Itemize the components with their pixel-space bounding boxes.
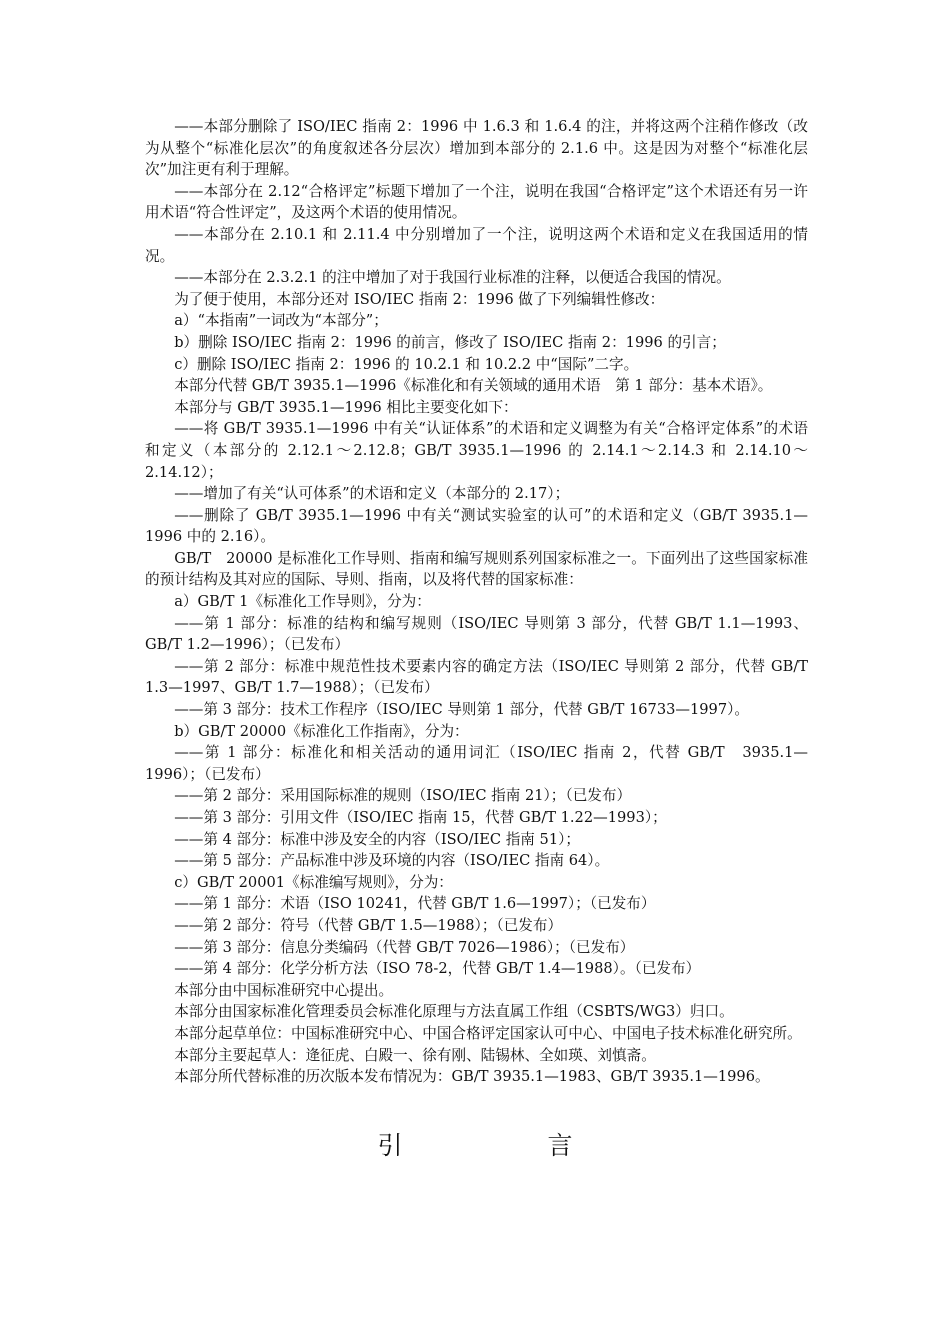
paragraph: 本部分代替 GB/T 3935.1—1996《标准化和有关领域的通用术语 第 1 部分：基本术语》。 — [174, 377, 773, 395]
list-item: ——第 3 部分：信息分类编码（代替 GB/T 7026—1986）；（已发布） — [174, 938, 635, 956]
paragraph: 本部分所代替标准的历次版本发布情况为：GB/T 3935.1—1983、GB/T 3935.1—1996。 — [174, 1068, 770, 1086]
list-item: c）GB/T 20001《标准编写规则》，分为： — [174, 873, 453, 891]
list-item: ——第 4 部分：标准中涉及安全的内容（ISO/IEC 指南 51）； — [174, 830, 580, 848]
paragraph: 本部分与 GB/T 3935.1—1996 相比主要变化如下： — [174, 398, 518, 416]
list-item: ——第 1 部分：标准的结构和编写规则（ISO/IEC 导则第 3 部分，代替 GB/T 1.1—1993、GB/T 1.2—1996）；（已发布） — [145, 614, 808, 654]
paragraph: 本部分由国家标准化管理委员会标准化原理与方法直属工作组（CSBTS/WG3）归口。 — [174, 1003, 734, 1021]
paragraph: GB/T 20000 是标准化工作导则、指南和编写规则系列国家标准之一。下面列出了这些国家标准的预计结构及其对应的国际、导则、指南，以及将代替的国家标准： — [145, 549, 808, 589]
list-item: ——第 5 部分：产品标准中涉及环境的内容（ISO/IEC 指南 64）。 — [174, 852, 610, 870]
list-item: b）删除 ISO/IEC 指南 2：1996 的前言，修改了 ISO/IEC 指南 2：1996 的引言； — [174, 333, 726, 351]
list-item: a）GB/T 1《标准化工作导则》，分为： — [174, 593, 431, 611]
list-item: c）删除 ISO/IEC 指南 2：1996 的 10.2.1 和 10.2.2 中“国际”二字。 — [174, 355, 639, 373]
list-item: b）GB/T 20000《标准化工作指南》，分为： — [174, 722, 469, 740]
paragraph: ——本部分在 2.12“合格评定”标题下增加了一个注，说明在我国“合格评定”这个术语还有另一许用术语“符合性评定”，及这两个术语的使用情况。 — [145, 182, 808, 222]
paragraph: ——增加了有关“认可体系”的术语和定义（本部分的 2.17）； — [174, 485, 570, 503]
list-item: ——第 1 部分：术语（ISO 10241，代替 GB/T 1.6—1997）；（已发布） — [174, 895, 656, 913]
paragraph: ——本部分在 2.3.2.1 的注中增加了对于我国行业标准的注释，以便适合我国的情况。 — [174, 269, 731, 287]
paragraph: 为了便于使用，本部分还对 ISO/IEC 指南 2：1996 做了下列编辑性修改： — [174, 290, 665, 308]
list-item: ——第 3 部分：引用文件（ISO/IEC 指南 15，代替 GB/T 1.22—1993）； — [174, 809, 667, 826]
paragraph: ——本部分在 2.10.1 和 2.11.4 中分别增加了一个注，说明这两个术语和定义在我国适用的情况。 — [145, 225, 808, 265]
paragraph: ——将 GB/T 3935.1—1996 中有关“认证体系”的术语和定义调整为有关“合格评定体系”的术语和定义（本部分的 2.12.1～2.12.8；GB/T 3935.1—1996 的 2.14.1～2.14.3 和 2.14.10～2.14.12）； — [145, 420, 808, 481]
document-body — [145, 116, 808, 1088]
list-item: a）“本指南”一词改为“本部分”； — [174, 312, 388, 330]
paragraph: ——删除了 GB/T 3935.1—1996 中有关“测试实验室的认可”的术语和定义（GB/T 3935.1—1996 中的 2.16）。 — [145, 506, 808, 546]
list-item: ——第 2 部分：标准中规范性技术要素内容的确定方法（ISO/IEC 导则第 2 部分，代替 GB/T 1.3—1997、GB/T 1.7—1988）；（已发布） — [145, 657, 808, 697]
section-heading: 引 言 — [377, 1131, 633, 1160]
paragraph: 本部分主要起草人：逄征虎、白殿一、徐有刚、陆锡林、全如瑛、刘慎斋。 — [174, 1046, 656, 1064]
paragraph: 本部分起草单位：中国标准研究中心、中国合格评定国家认可中心、中国电子技术标准化研究所。 — [174, 1024, 802, 1042]
paragraph: ——本部分删除了 ISO/IEC 指南 2：1996 中 1.6.3 和 1.6.4 的注，并将这两个注稍作修改（改为从整个“标准化层次”的角度叙述各分层次）增加到本部分的 2.1.6 中。这是因为对整个“标准化层次”加注更有利于理解。 — [145, 118, 808, 179]
list-item: ——第 2 部分：符号（代替 GB/T 1.5—1988）；（已发布） — [174, 916, 563, 934]
paragraph: 本部分由中国标准研究中心提出。 — [174, 981, 394, 999]
list-item: ——第 3 部分：技术工作程序（ISO/IEC 导则第 1 部分，代替 GB/T 16733—1997）。 — [174, 701, 750, 719]
list-item: ——第 2 部分：采用国际标准的规则（ISO/IEC 指南 21）；（已发布） — [174, 787, 632, 805]
list-item: ——第 1 部分：标准化和相关活动的通用词汇（ISO/IEC 指南 2，代替 GB/T 3935.1—1996）；（已发布） — [145, 744, 808, 783]
list-item: ——第 4 部分：化学分析方法（ISO 78-2，代替 GB/T 1.4—1988）。（已发布） — [174, 960, 701, 978]
